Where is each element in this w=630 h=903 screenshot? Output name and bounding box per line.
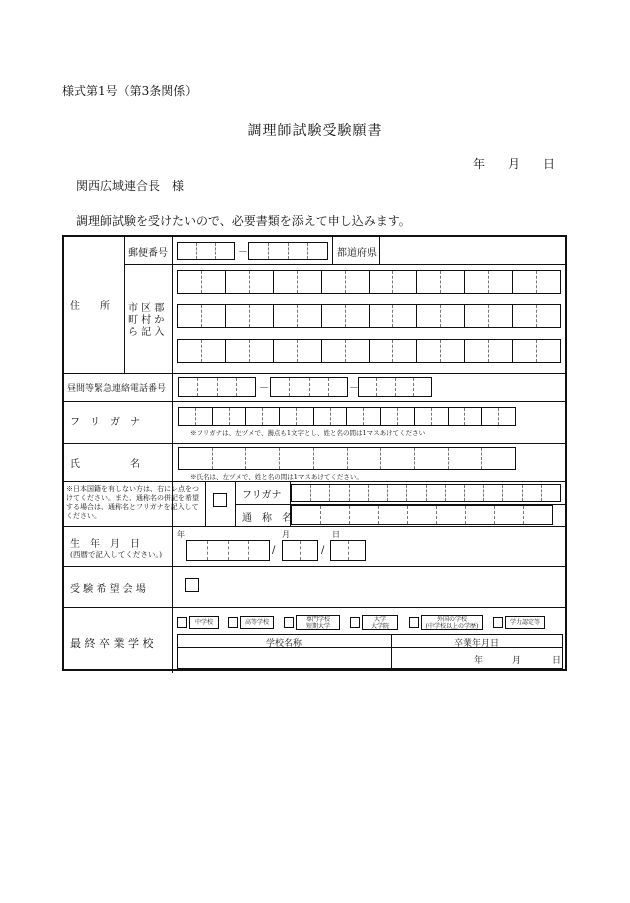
furigana-note: ※フリガナは、左ヅメで、濁点も1文字とし、姓と名の間は1マスあけてください [190, 429, 426, 437]
birth-day-input[interactable] [330, 540, 366, 561]
postal-code-second-input[interactable] [248, 242, 328, 260]
school-type-university: 大学 大学院 [362, 615, 398, 630]
name-input[interactable] [178, 447, 516, 470]
postal-code-separator: － [238, 247, 248, 258]
school-type-certification: 学力認定等 [505, 616, 545, 629]
phone-number-input[interactable] [358, 377, 432, 397]
venue-checkbox[interactable] [185, 578, 199, 592]
city-label-line2: 町 村 か [128, 315, 165, 326]
birth-date-subnote: (西暦で記入してください。) [70, 550, 163, 559]
phone-label: 昼間等緊急連絡電話番号 [67, 384, 167, 394]
date-year-label: 年 [473, 157, 486, 171]
phone-area-input[interactable] [178, 377, 256, 397]
furigana-input[interactable] [178, 407, 516, 426]
alias-note: ※日本国籍を有しない方は、右にレ点をつけてください。また、通称名の併記を希望する場合は、通称名とフリガナを記入してください。 [66, 485, 199, 520]
postal-code-label: 郵便番号 [128, 248, 168, 259]
address-line-1-input[interactable] [177, 270, 561, 294]
school-type-checkbox[interactable] [409, 617, 419, 628]
graduation-year-label: 年 [474, 656, 484, 666]
birth-day-label: 日 [332, 530, 340, 539]
date-month-label: 月 [508, 157, 521, 171]
name-note: ※氏名は、左ヅメで、姓と名の間は1マスあけてください。 [190, 473, 363, 481]
school-type-checkbox[interactable] [284, 617, 294, 628]
alias-furigana-input[interactable] [291, 484, 561, 502]
school-type-high-school: 高等学校 [240, 616, 274, 629]
alias-name-input[interactable] [291, 505, 553, 525]
school-name-header: 学校名称 [266, 639, 303, 649]
form-reference: 様式第1号（第3条関係） [62, 84, 198, 98]
alias-furigana-label: フリガナ [242, 490, 282, 501]
name-label: 氏 名 [70, 459, 140, 470]
phone-separator-1: － [259, 383, 269, 394]
intro-statement: 調理師試験を受けたいので、必要書類を添えて申し込みます。 [76, 214, 411, 228]
school-type-checkbox[interactable] [177, 617, 187, 628]
school-type-vocational: 専門学校 短期大学 [296, 615, 340, 630]
birth-year-input[interactable] [186, 540, 270, 561]
birth-month-input[interactable] [282, 540, 318, 561]
postal-code-first-input[interactable] [177, 242, 235, 260]
birth-slash-1: / [272, 545, 276, 556]
alias-name-label: 通 称 名 [242, 513, 292, 524]
school-info-table [177, 634, 563, 669]
school-type-junior-high: 中学校 [189, 616, 219, 629]
graduation-day-label: 日 [552, 656, 562, 666]
prefecture-label: 都道府県 [337, 248, 377, 259]
city-label-line3: ら 記 入 [128, 327, 165, 338]
phone-local-input[interactable] [270, 377, 348, 397]
application-form [62, 235, 567, 671]
birth-date-label: 生 年 月 日 [70, 539, 140, 550]
birth-year-label: 年 [177, 530, 185, 539]
graduation-date-header: 卒業年月日 [454, 639, 500, 649]
birth-slash-2: / [321, 545, 325, 556]
document-title: 調理師試験受験願書 [247, 123, 383, 139]
school-type-checkbox[interactable] [493, 617, 503, 628]
address-line-3-input[interactable] [177, 339, 561, 363]
phone-separator-2: － [349, 383, 359, 394]
school-type-checkbox[interactable] [350, 617, 360, 628]
addressee: 関西広域連合長 様 [76, 179, 185, 193]
school-type-foreign: 外国の学校 (中学校以上の学歴) [421, 615, 483, 630]
address-label: 住 所 [70, 301, 110, 312]
last-school-label: 最 終 卒 業 学 校 [70, 637, 154, 650]
birth-month-label: 月 [282, 530, 290, 539]
school-type-checkbox[interactable] [228, 617, 238, 628]
address-line-2-input[interactable] [177, 304, 561, 328]
city-label-line1: 市 区 郡 [128, 303, 165, 314]
foreign-nationality-checkbox[interactable] [213, 493, 227, 507]
graduation-month-label: 月 [512, 656, 522, 666]
venue-label: 受 験 希 望 会 場 [70, 584, 146, 595]
date-day-label: 日 [543, 157, 556, 171]
furigana-label: フ リ ガ ナ [70, 417, 140, 428]
